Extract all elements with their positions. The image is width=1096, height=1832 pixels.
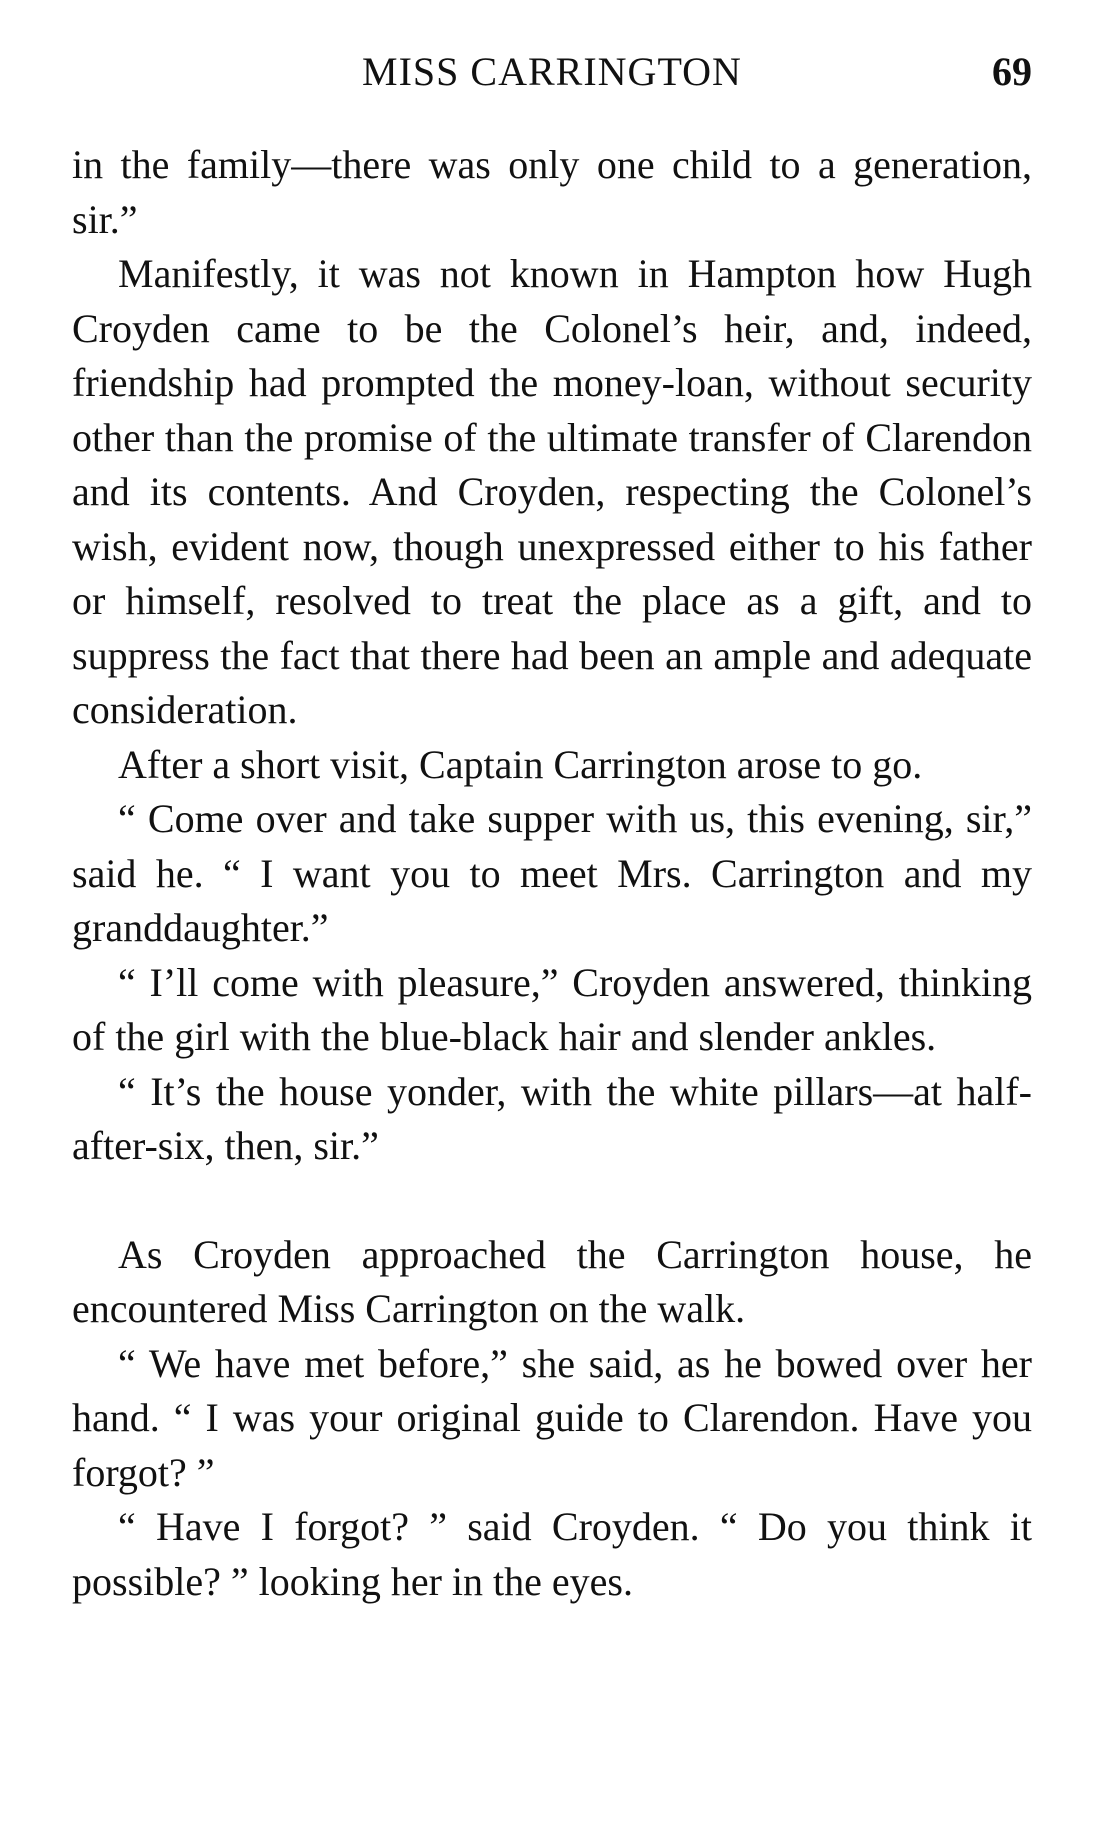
page-number: 69 (992, 49, 1032, 94)
paragraph: Manifestly, it was not known in Hampton how Hugh Croyden came to be the Colonel’s heir, and, indeed, friendship had prompted the money-loan, without security other than the promise of the ultimate transfer of Clarendon and its contents. And Croyden, respecting the Colonel’s wish, evident now, though unexpressed either to his father or himself, resolved to treat the place as a gift, and to suppress the fact that there had been an ample and adequate consideration. (72, 251, 1032, 732)
paragraph-continuation: in the family—there was only one child to a generation, sir.” (72, 142, 1032, 242)
running-head (72, 46, 1032, 98)
paragraph: As Croyden approached the Carrington house, he encountered Miss Carrington on the walk. (72, 1231, 1032, 1331)
body-text (72, 138, 1032, 1609)
paragraph: “ Have I forgot? ” said Croyden. “ Do you think it possible? ” looking her in the eyes. (72, 1504, 1032, 1604)
paragraph: After a short visit, Captain Carrington arose to go. (118, 741, 923, 787)
paragraph: “ Come over and take supper with us, this evening, sir,” said he. “ I want you to meet Mrs. Carrington and my granddaughter.” (72, 796, 1032, 950)
paragraph: “ It’s the house yonder, with the white pillars—at half-after-six, then, sir.” (72, 1068, 1032, 1168)
paragraph: “ We have met before,” she said, as he bowed over her hand. “ I was your original guide to Clarendon. Have you forgot? ” (72, 1340, 1032, 1495)
running-title: MISS CARRINGTON (362, 49, 742, 94)
paragraph: “ I’ll come with pleasure,” Croyden answered, thinking of the girl with the blue-black hair and slender ankles. (72, 959, 1032, 1059)
